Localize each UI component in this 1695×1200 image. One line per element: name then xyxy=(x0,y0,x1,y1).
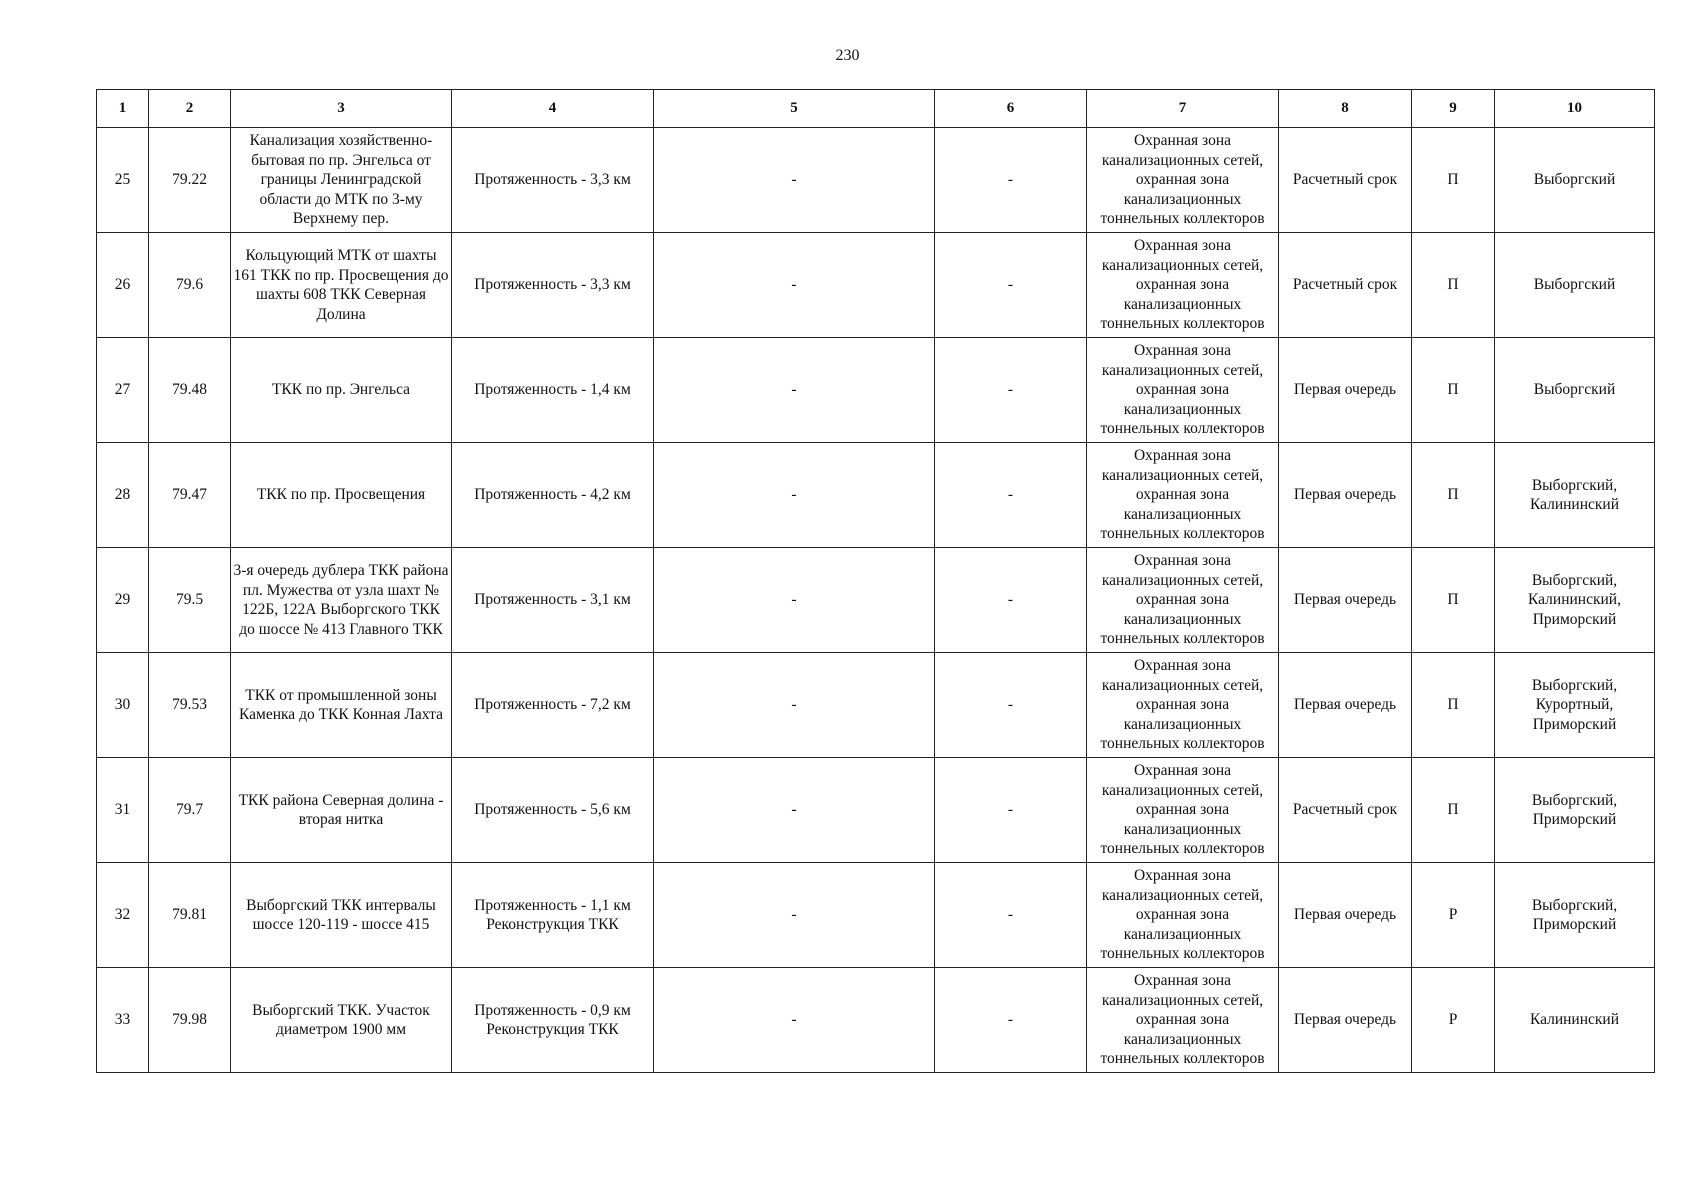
column-6-value: - xyxy=(935,863,1087,968)
column-5-value: - xyxy=(654,338,935,443)
protection-zone: Охранная зона канализационных сетей, охранная зона канализационных тоннельных коллекторов xyxy=(1087,968,1279,1073)
implementation-term: Первая очередь xyxy=(1279,443,1412,548)
district: Выборгский, Приморский xyxy=(1495,863,1655,968)
table-row xyxy=(97,338,1655,443)
object-parameters: Протяженность - 3,3 км xyxy=(452,128,654,233)
column-6-value: - xyxy=(935,128,1087,233)
column-6-value: - xyxy=(935,968,1087,1073)
implementation-term: Первая очередь xyxy=(1279,968,1412,1073)
row-number: 33 xyxy=(97,968,149,1073)
table-row xyxy=(97,548,1655,653)
object-name: Канализация хозяйственно-бытовая по пр. Энгельса от границы Ленинградской области до МТК по 3-му Верхнему пер. xyxy=(231,128,452,233)
table-row xyxy=(97,968,1655,1073)
data-table xyxy=(96,89,1655,1073)
implementation-term: Первая очередь xyxy=(1279,653,1412,758)
column-5-value: - xyxy=(654,758,935,863)
column-header-3: 3 xyxy=(231,90,452,128)
column-header-9: 9 xyxy=(1412,90,1495,128)
column-5-value: - xyxy=(654,233,935,338)
protection-zone: Охранная зона канализационных сетей, охранная зона канализационных тоннельных коллекторов xyxy=(1087,233,1279,338)
object-type: П xyxy=(1412,128,1495,233)
implementation-term: Расчетный срок xyxy=(1279,128,1412,233)
object-code: 79.7 xyxy=(149,758,231,863)
object-type: Р xyxy=(1412,863,1495,968)
row-number: 31 xyxy=(97,758,149,863)
protection-zone: Охранная зона канализационных сетей, охранная зона канализационных тоннельных коллекторов xyxy=(1087,653,1279,758)
table-body xyxy=(97,128,1655,1073)
object-name: ТКК по пр. Энгельса xyxy=(231,338,452,443)
row-number: 28 xyxy=(97,443,149,548)
column-header-1: 1 xyxy=(97,90,149,128)
column-5-value: - xyxy=(654,128,935,233)
object-parameters: Протяженность - 3,1 км xyxy=(452,548,654,653)
column-6-value: - xyxy=(935,443,1087,548)
protection-zone: Охранная зона канализационных сетей, охранная зона канализационных тоннельных коллекторов xyxy=(1087,338,1279,443)
district: Выборгский, Курортный, Приморский xyxy=(1495,653,1655,758)
object-type: П xyxy=(1412,338,1495,443)
object-name: ТКК района Северная долина - вторая нитка xyxy=(231,758,452,863)
row-number: 26 xyxy=(97,233,149,338)
column-6-value: - xyxy=(935,548,1087,653)
district: Выборгский, Калининский, Приморский xyxy=(1495,548,1655,653)
header-row xyxy=(97,90,1655,128)
object-name: 3-я очередь дублера ТКК района пл. Мужества от узла шахт № 122Б, 122А Выборгского ТКК до шоссе № 413 Главного ТКК xyxy=(231,548,452,653)
row-number: 25 xyxy=(97,128,149,233)
object-code: 79.22 xyxy=(149,128,231,233)
object-name: ТКК по пр. Просвещения xyxy=(231,443,452,548)
object-parameters: Протяженность - 5,6 км xyxy=(452,758,654,863)
column-header-10: 10 xyxy=(1495,90,1655,128)
object-code: 79.47 xyxy=(149,443,231,548)
column-header-5: 5 xyxy=(654,90,935,128)
table-row xyxy=(97,128,1655,233)
page-number: 230 xyxy=(835,47,860,64)
district: Выборгский xyxy=(1495,338,1655,443)
object-code: 79.53 xyxy=(149,653,231,758)
object-type: Р xyxy=(1412,968,1495,1073)
district: Выборгский xyxy=(1495,233,1655,338)
object-name: Выборгский ТКК интервалы шоссе 120-119 - шоссе 415 xyxy=(231,863,452,968)
table-row xyxy=(97,863,1655,968)
district: Калининский xyxy=(1495,968,1655,1073)
column-5-value: - xyxy=(654,863,935,968)
column-5-value: - xyxy=(654,968,935,1073)
protection-zone: Охранная зона канализационных сетей, охранная зона канализационных тоннельных коллекторов xyxy=(1087,128,1279,233)
protection-zone: Охранная зона канализационных сетей, охранная зона канализационных тоннельных коллекторов xyxy=(1087,863,1279,968)
object-name: ТКК от промышленной зоны Каменка до ТКК Конная Лахта xyxy=(231,653,452,758)
column-5-value: - xyxy=(654,653,935,758)
object-code: 79.98 xyxy=(149,968,231,1073)
implementation-term: Первая очередь xyxy=(1279,548,1412,653)
protection-zone: Охранная зона канализационных сетей, охранная зона канализационных тоннельных коллекторов xyxy=(1087,443,1279,548)
row-number: 29 xyxy=(97,548,149,653)
row-number: 30 xyxy=(97,653,149,758)
object-parameters: Протяженность - 4,2 км xyxy=(452,443,654,548)
object-type: П xyxy=(1412,233,1495,338)
object-type: П xyxy=(1412,443,1495,548)
column-6-value: - xyxy=(935,233,1087,338)
column-header-7: 7 xyxy=(1087,90,1279,128)
implementation-term: Первая очередь xyxy=(1279,863,1412,968)
district: Выборгский, Калининский xyxy=(1495,443,1655,548)
table-row xyxy=(97,653,1655,758)
column-6-value: - xyxy=(935,653,1087,758)
object-type: П xyxy=(1412,758,1495,863)
protection-zone: Охранная зона канализационных сетей, охранная зона канализационных тоннельных коллекторов xyxy=(1087,758,1279,863)
object-parameters: Протяженность - 1,1 км Реконструкция ТКК xyxy=(452,863,654,968)
object-type: П xyxy=(1412,548,1495,653)
object-name: Выборгский ТКК. Участок диаметром 1900 мм xyxy=(231,968,452,1073)
object-code: 79.5 xyxy=(149,548,231,653)
column-header-4: 4 xyxy=(452,90,654,128)
object-name: Кольцующий МТК от шахты 161 ТКК по пр. Просвещения до шахты 608 ТКК Северная Долина xyxy=(231,233,452,338)
column-5-value: - xyxy=(654,548,935,653)
object-parameters: Протяженность - 1,4 км xyxy=(452,338,654,443)
column-header-6: 6 xyxy=(935,90,1087,128)
object-code: 79.48 xyxy=(149,338,231,443)
table-row xyxy=(97,233,1655,338)
row-number: 32 xyxy=(97,863,149,968)
protection-zone: Охранная зона канализационных сетей, охранная зона канализационных тоннельных коллекторов xyxy=(1087,548,1279,653)
object-code: 79.81 xyxy=(149,863,231,968)
column-5-value: - xyxy=(654,443,935,548)
column-header-2: 2 xyxy=(149,90,231,128)
implementation-term: Расчетный срок xyxy=(1279,758,1412,863)
object-type: П xyxy=(1412,653,1495,758)
implementation-term: Расчетный срок xyxy=(1279,233,1412,338)
district: Выборгский xyxy=(1495,128,1655,233)
column-header-8: 8 xyxy=(1279,90,1412,128)
object-parameters: Протяженность - 7,2 км xyxy=(452,653,654,758)
table-row xyxy=(97,443,1655,548)
table-row xyxy=(97,758,1655,863)
object-code: 79.6 xyxy=(149,233,231,338)
implementation-term: Первая очередь xyxy=(1279,338,1412,443)
row-number: 27 xyxy=(97,338,149,443)
object-parameters: Протяженность - 0,9 км Реконструкция ТКК xyxy=(452,968,654,1073)
column-6-value: - xyxy=(935,758,1087,863)
column-6-value: - xyxy=(935,338,1087,443)
object-parameters: Протяженность - 3,3 км xyxy=(452,233,654,338)
district: Выборгский, Приморский xyxy=(1495,758,1655,863)
